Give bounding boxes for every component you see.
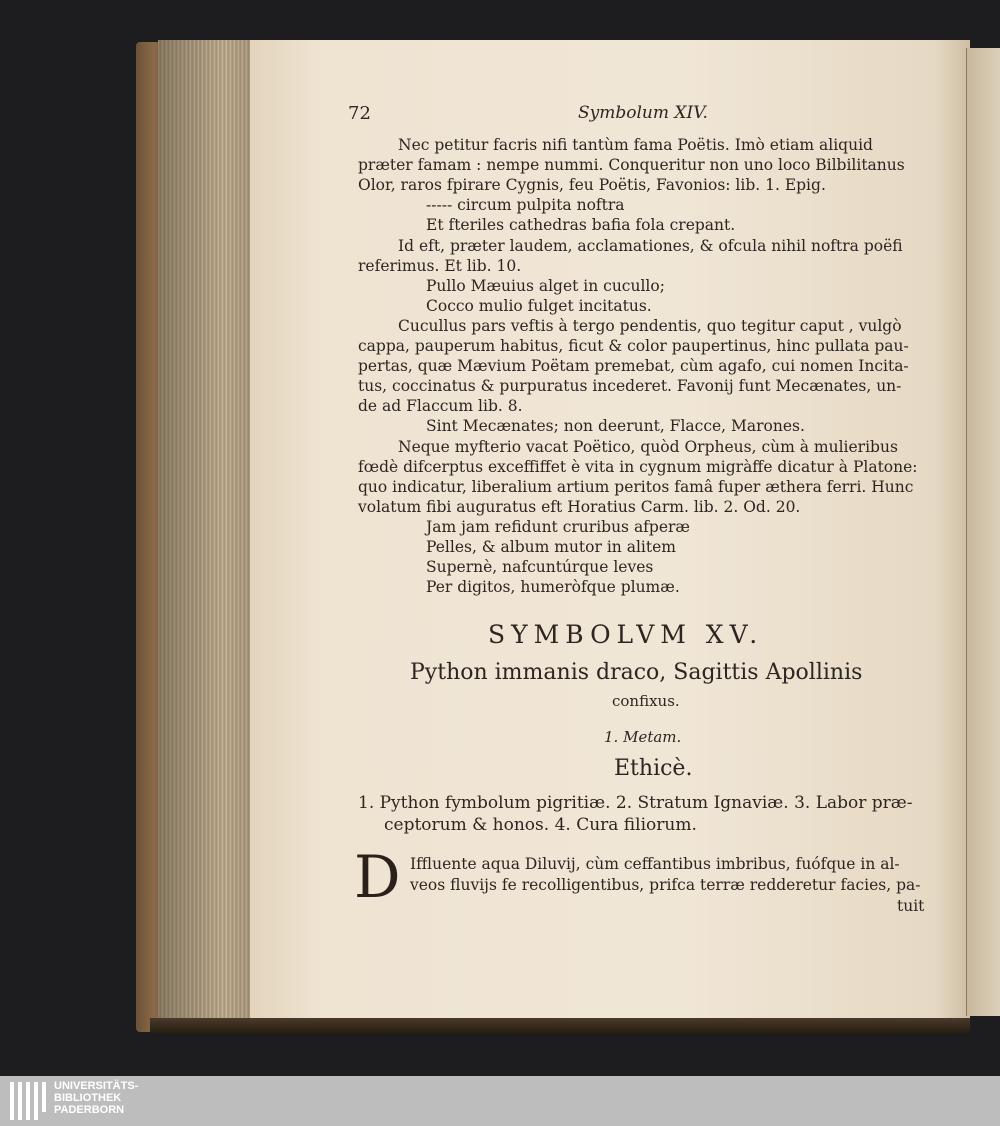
library-footer [0,1076,1000,1126]
text-line: Pelles, & album mutor in alitem [426,538,676,556]
drop-cap: D [354,843,401,911]
book-bottom-edge [150,1018,970,1034]
catchword: tuit [897,897,925,915]
numbered-list [358,792,913,836]
text-line: Jam jam refidunt cruribus afperæ [426,517,690,536]
text-line: Cocco mulio fulget incitatus. [426,296,652,315]
text-line: tus, coccinatus & purpuratus incederet. Favonij funt Mecænates, un- [358,377,902,396]
text-line: de ad Flaccum lib. 8. [358,397,523,416]
text-line: cappa, pauperum habitus, ficut & color paupertinus, hinc pullata pau- [358,337,909,355]
text-line: Cucullus pars veftis à tergo pendentis, quo tegitur caput , vulgò [398,316,902,335]
subheading: Python immanis draco, Sagittis Apollinis [410,660,863,685]
text-line: Per digitos, humeròfque plumæ. [426,578,680,597]
text-line: Supernè, nafcuntúrque leves [426,558,654,577]
text-line: Neque myfterio vacat Poëtico, quòd Orpheus, cùm à mulieribus [398,437,898,456]
source-reference: 1. Metam. [604,728,682,746]
text-line: Nec petitur facris nifi tantùm fama Poëtis. Imò etiam aliquid [398,136,873,154]
text-line: volatum fibi auguratus eft Horatius Carm. lib. 2. Od. 20. [358,497,801,516]
text-line: pertas, quæ Mævium Poëtam premebat, cùm agafo, cui nomen Incita- [358,357,909,376]
library-logo-icon [10,1082,46,1120]
text-line: præter famam : nempe nummi. Conqueritur non uno loco Bilbilitanus [358,156,905,175]
numbered-line-1: 1. Python fymbolum pigritiæ. 2. Stratum Ignaviæ. 3. Labor præ- [358,793,913,813]
final-line-1: Iffluente aqua Diluvij, cùm ceffantibus imbribus, fuófque in al- [410,855,900,873]
text-line: Pullo Mæuius alget in cucullo; [426,276,665,295]
final-line-2: veos fluvijs fe recolligentibus, prifca terræ redderetur facies, pa- [410,876,921,894]
text-line: fœdè difcerptus exceffiffet è vita in cygnum migràffe dicatur à Platone: [358,457,918,476]
right-page-edge [966,48,1000,1016]
final-paragraph [410,854,924,917]
text-line: Olor, raros fpirare Cygnis, feu Poëtis, Favonios: lib. 1. Epig. [358,176,826,195]
page-number: 72 [348,103,371,124]
ethice-heading: Ethicè. [614,756,693,781]
text-line: ----- circum pulpita noftra [426,196,625,215]
subheading-continued: confixus. [612,692,680,710]
text-line: Et fteriles cathedras bafia fola crepant. [426,216,736,235]
library-name: UNIVERSITÄTS- BIBLIOTHEK PADERBORN [54,1080,139,1116]
section-heading: SYMBOLVM XV. [488,620,764,649]
running-head: Symbolum XIV. [578,103,708,123]
text-line: Sint Mecænates; non deerunt, Flacce, Marones. [426,417,805,436]
text-line: referimus. Et lib. 10. [358,256,522,275]
text-line: Id eft, præter laudem, acclamationes, & ofcula nihil noftra poëfi [398,236,903,255]
numbered-line-2: ceptorum & honos. 4. Cura filiorum. [384,815,697,835]
text-line: quo indicatur, liberalium artium peritos famâ fuper æthera ferri. Hunc [358,477,914,496]
